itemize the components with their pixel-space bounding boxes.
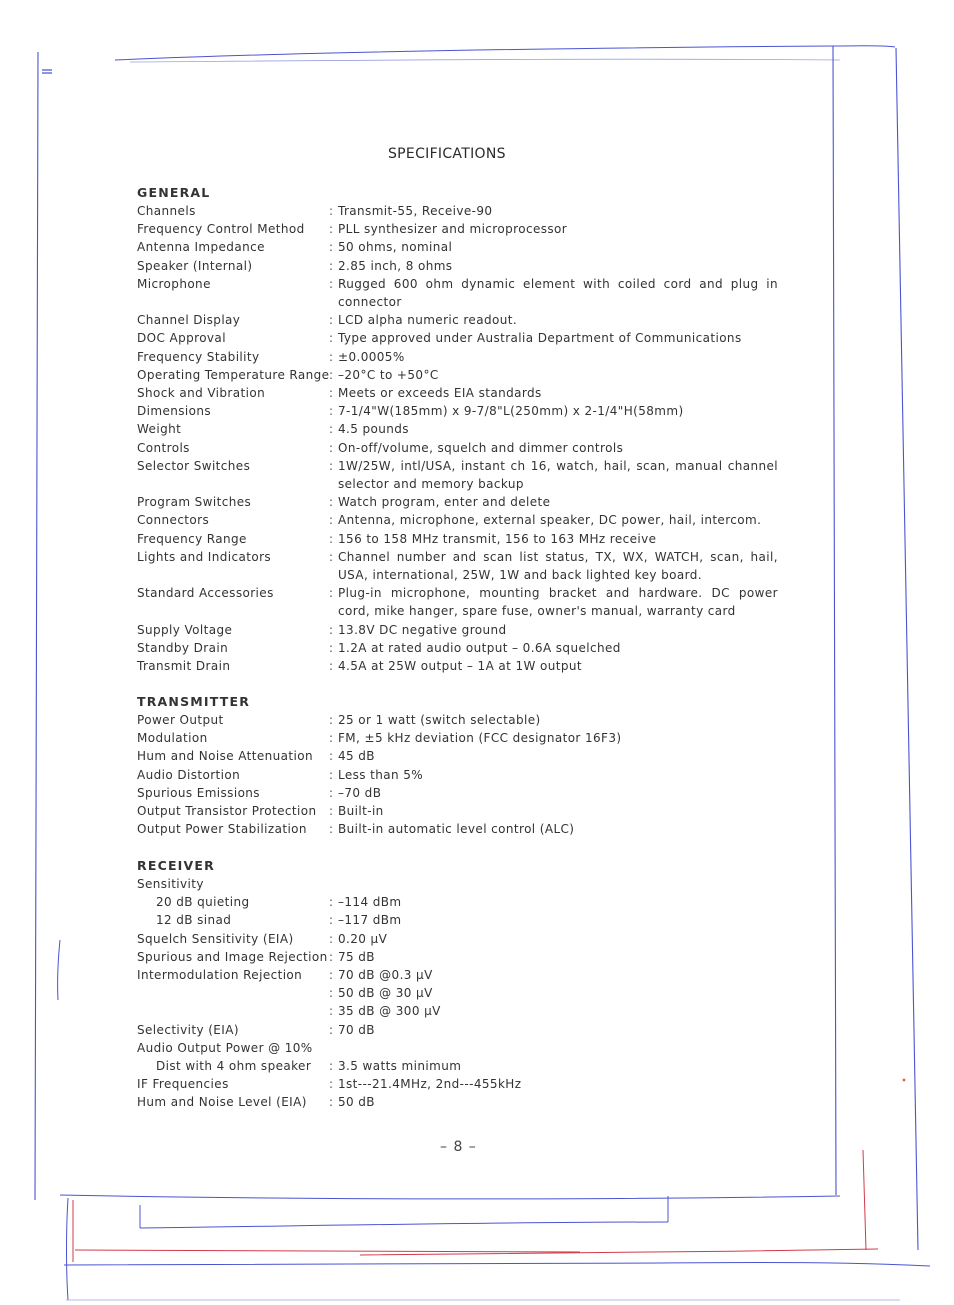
spec-row: [137, 820, 817, 838]
spec-colon: :: [329, 422, 334, 437]
spec-colon: :: [329, 785, 334, 800]
spec-row: [137, 747, 817, 765]
spec-value: PLL synthesizer and microprocessor: [338, 222, 568, 237]
spec-row: [137, 548, 817, 584]
spec-label: Selectivity (EIA): [137, 1022, 239, 1037]
spec-value: Built-in automatic level control (ALC): [338, 822, 575, 837]
spec-label: Output Power Stabilization: [137, 822, 307, 837]
spec-colon: :: [329, 804, 334, 819]
spec-label: Connectors: [137, 513, 210, 528]
spec-label: [137, 1002, 329, 1020]
spec-row: [137, 966, 817, 984]
spec-value: –114 dBm: [338, 895, 402, 910]
spec-value: 75 dB: [338, 949, 375, 964]
spec-row: [137, 329, 817, 347]
spec-value: 4.5A at 25W output – 1A at 1W output: [338, 659, 582, 674]
page-number: – 8 –: [440, 1139, 477, 1155]
spec-label: Spurious and Image Rejection: [137, 949, 328, 964]
spec-colon: :: [329, 367, 334, 382]
spec-colon: :: [329, 404, 334, 419]
spec-value: 13.8V DC negative ground: [338, 622, 507, 637]
spec-row: [137, 1021, 817, 1039]
spec-label: Standby Drain: [137, 640, 229, 655]
spec-value: 50 ohms, nominal: [338, 240, 453, 255]
spec-row: [137, 911, 817, 929]
spec-row: [137, 511, 817, 529]
spec-colon: :: [329, 931, 334, 946]
spec-label: Microphone: [137, 276, 211, 291]
spec-label: Output Transistor Protection: [137, 804, 317, 819]
spec-value: Plug-in microphone, mounting bracket and hardware. DC power cord, mike hanger, spare fuse, owner's manual, warranty card: [338, 586, 778, 619]
spec-row: [137, 220, 817, 238]
spec-colon: :: [329, 622, 334, 637]
spec-row: [137, 1002, 817, 1020]
spec-row: [137, 275, 817, 311]
spec-label: Squelch Sensitivity (EIA): [137, 931, 294, 946]
spec-value: 1st---21.4MHz, 2nd---455kHz: [338, 1077, 522, 1092]
spec-colon: :: [329, 204, 334, 218]
spec-value: Watch program, enter and delete: [338, 495, 551, 510]
spec-colon: :: [329, 949, 334, 964]
spec-colon: :: [329, 531, 334, 546]
spec-value: [338, 1039, 778, 1057]
spec-colon: [329, 875, 338, 893]
spec-label: Dimensions: [137, 404, 212, 419]
spec-value: 70 dB: [338, 1022, 375, 1037]
spec-row: [137, 711, 817, 729]
spec-value: 50 dB: [338, 1095, 375, 1110]
spec-value: 3.5 watts minimum: [338, 1059, 462, 1074]
spec-label: Channel Display: [137, 313, 241, 328]
spec-value: –20°C to +50°C: [338, 367, 439, 382]
spec-colon: :: [329, 913, 334, 928]
spec-value: 1.2A at rated audio output – 0.6A squelched: [338, 640, 621, 655]
spec-value: Less than 5%: [338, 767, 424, 782]
spec-colon: :: [329, 258, 334, 273]
spec-label: Operating Temperature Range: [137, 367, 330, 382]
spec-value: Type approved under Australia Department of Communications: [338, 331, 742, 346]
spec-label: Power Output: [137, 713, 224, 727]
spec-value: LCD alpha numeric readout.: [338, 313, 518, 328]
spec-row: [137, 893, 817, 911]
spec-label: Supply Voltage: [137, 622, 233, 637]
spec-label: Dist with 4 ohm speaker: [156, 1059, 312, 1074]
spec-label: Frequency Control Method: [137, 222, 305, 237]
spec-row: [137, 657, 817, 675]
spec-row: [137, 439, 817, 457]
spec-value: Built-in: [338, 804, 384, 819]
receiver-spec-list: [137, 875, 817, 1112]
spec-value: 35 dB @ 300 μV: [338, 1004, 441, 1019]
spec-row: [137, 202, 817, 220]
spec-colon: :: [329, 1059, 334, 1074]
transmitter-section: [137, 693, 817, 838]
general-heading: GENERAL: [137, 185, 211, 200]
spec-label: Selector Switches: [137, 458, 251, 473]
spec-value: 156 to 158 MHz transmit, 156 to 163 MHz receive: [338, 531, 657, 546]
spec-row: [137, 621, 817, 639]
spec-row: [137, 402, 817, 420]
spec-value: Antenna, microphone, external speaker, DC power, hail, intercom.: [338, 513, 762, 528]
spec-label: 20 dB quieting: [156, 895, 250, 910]
general-section: [137, 184, 817, 675]
receiver-heading: RECEIVER: [137, 858, 215, 873]
receiver-section: [137, 857, 817, 1112]
spec-label: Transmit Drain: [137, 659, 231, 674]
spec-label: IF Frequencies: [137, 1077, 229, 1092]
spec-label: Speaker (Internal): [137, 258, 253, 273]
spec-colon: :: [329, 513, 334, 528]
spec-row: [137, 729, 817, 747]
spec-value: 4.5 pounds: [338, 422, 409, 437]
spec-value: 7-1/4"W(185mm) x 9-7/8"L(250mm) x 2-1/4"H(58mm): [338, 404, 684, 419]
spec-value: ±0.0005%: [338, 349, 405, 364]
spec-label: Frequency Range: [137, 531, 247, 546]
spec-label: 12 dB sinad: [156, 913, 232, 928]
spec-value: 50 dB @ 30 μV: [338, 986, 433, 1001]
spec-row: [137, 984, 817, 1002]
spec-colon: :: [329, 549, 334, 564]
spec-row: [137, 1075, 817, 1093]
spec-label: Audio Output Power @ 10%: [137, 1040, 313, 1055]
spec-value: 1W/25W, intl/USA, instant ch 16, watch, hail, scan, manual channel selector and memory backup: [338, 458, 778, 492]
spec-colon: :: [329, 440, 334, 455]
spec-row: [137, 257, 817, 275]
spec-value: 25 or 1 watt (switch selectable): [338, 713, 541, 727]
spec-row: [137, 348, 817, 366]
spec-label: Controls: [137, 440, 190, 455]
spec-label: Standard Accessories: [137, 586, 274, 601]
spec-value: Channel number and scan list status, TX, WX, WATCH, scan, hail, USA, international, 25W, 1W and back lighted key board.: [338, 549, 778, 583]
spec-colon: :: [329, 1095, 334, 1110]
spec-colon: :: [329, 1004, 334, 1019]
spec-row: [137, 639, 817, 657]
spec-value: 2.85 inch, 8 ohms: [338, 258, 453, 273]
spec-colon: :: [329, 640, 334, 655]
spec-value: 70 dB @0.3 μV: [338, 968, 433, 983]
spec-row: [137, 1039, 817, 1057]
spec-colon: :: [329, 713, 334, 727]
transmitter-heading: TRANSMITTER: [137, 694, 251, 709]
spec-row: [137, 384, 817, 402]
spec-value: –70 dB: [338, 785, 382, 800]
spec-row: [137, 875, 817, 893]
spec-colon: :: [329, 331, 334, 346]
spec-label: Modulation: [137, 731, 208, 746]
spec-label: Sensitivity: [137, 877, 204, 891]
spec-row: [137, 457, 817, 493]
spec-label: Frequency Stability: [137, 349, 260, 364]
spec-colon: [329, 1039, 338, 1057]
spec-label: Antenna Impedance: [137, 240, 265, 255]
spec-value: [338, 875, 778, 893]
spec-value: Transmit-55, Receive-90: [338, 204, 493, 218]
spec-value: 45 dB: [338, 749, 375, 764]
spec-label: DOC Approval: [137, 331, 226, 346]
spec-row: [137, 584, 817, 620]
spec-row: [137, 766, 817, 784]
transmitter-spec-list: [137, 711, 817, 838]
spec-colon: :: [329, 986, 334, 1001]
spec-row: [137, 1093, 817, 1111]
spec-colon: :: [329, 659, 334, 674]
general-spec-list: [137, 202, 817, 675]
spec-colon: :: [329, 222, 334, 237]
spec-label: Hum and Noise Level (EIA): [137, 1095, 307, 1110]
spec-colon: :: [329, 1022, 334, 1037]
spec-value: FM, ±5 kHz deviation (FCC designator 16F3): [338, 731, 622, 746]
spec-label: Hum and Noise Attenuation: [137, 749, 313, 764]
spec-row: [137, 784, 817, 802]
spec-row: [137, 930, 817, 948]
spec-row: [137, 420, 817, 438]
spec-colon: :: [329, 1077, 334, 1092]
spec-label: Lights and Indicators: [137, 549, 272, 564]
spec-value: Meets or exceeds EIA standards: [338, 386, 542, 401]
spec-row: [137, 493, 817, 511]
spec-colon: :: [329, 313, 334, 328]
spec-row: [137, 530, 817, 548]
spec-row: [137, 311, 817, 329]
spec-value: –117 dBm: [338, 913, 402, 928]
page-title: SPECIFICATIONS: [388, 146, 506, 162]
spec-colon: :: [329, 458, 334, 473]
spec-row: [137, 802, 817, 820]
spec-row: [137, 948, 817, 966]
spec-colon: :: [329, 495, 334, 510]
spec-colon: :: [329, 586, 334, 601]
spec-colon: :: [329, 731, 334, 746]
spec-label: Shock and Vibration: [137, 386, 266, 401]
spec-colon: :: [329, 240, 334, 255]
spec-value: 0.20 μV: [338, 931, 388, 946]
spec-label: Program Switches: [137, 495, 252, 510]
spec-label: Intermodulation Rejection: [137, 968, 303, 983]
spec-colon: :: [329, 767, 334, 782]
spec-value: On-off/volume, squelch and dimmer controls: [338, 440, 624, 455]
spec-colon: :: [329, 386, 334, 401]
spec-row: [137, 238, 817, 256]
spec-label: Channels: [137, 204, 196, 218]
spec-colon: :: [329, 822, 334, 837]
spec-colon: :: [329, 349, 334, 364]
spec-colon: :: [329, 895, 334, 910]
spec-label: Spurious Emissions: [137, 785, 260, 800]
spec-value: Rugged 600 ohm dynamic element with coiled cord and plug in connector: [338, 276, 778, 310]
spec-row: [137, 366, 817, 384]
spec-label: [137, 984, 329, 1002]
spec-colon: :: [329, 276, 334, 291]
spec-row: [137, 1057, 817, 1075]
spec-label: Weight: [137, 422, 182, 437]
spec-label: Audio Distortion: [137, 767, 241, 782]
spec-colon: :: [329, 749, 334, 764]
spec-colon: :: [329, 968, 334, 983]
